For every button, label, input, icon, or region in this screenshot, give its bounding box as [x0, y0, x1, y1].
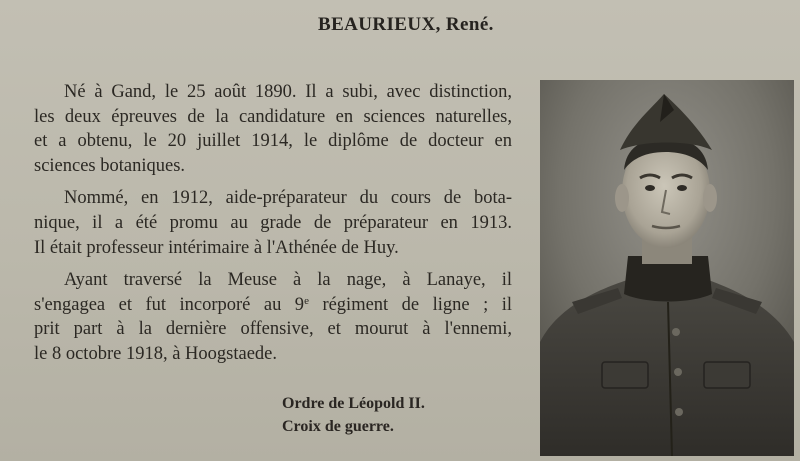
text-line: Né à Gand, le 25 août 1890. Il a subi, avec distinction,	[64, 82, 512, 102]
honor-cross: Croix de guerre.	[282, 418, 394, 435]
soldier-portrait-image	[540, 80, 794, 456]
page-title: BEAURIEUX, René.	[318, 14, 494, 35]
text-line: Ayant traversé la Meuse à la nage, à Lanaye, il	[64, 270, 512, 291]
honor-order: Ordre de Léopold II.	[282, 395, 425, 412]
honors-list	[282, 392, 425, 438]
text-line: sciences botaniques.	[34, 155, 186, 176]
text-line: prit part à la dernière offensive, et mourut à l'ennemi,	[34, 319, 512, 340]
portrait-photo	[540, 80, 794, 456]
text-line: Il était professeur intérimaire à l'Athénée de Huy.	[34, 237, 399, 258]
text-line-with-superscript	[34, 293, 512, 318]
ordinal-superscript: e	[304, 294, 309, 307]
text-line: nique, il a été promu au grade de préparateur en 1913.	[34, 212, 512, 233]
text-fragment: régiment de ligne ; il	[308, 294, 513, 315]
biography-text	[34, 80, 512, 367]
text-line: Nommé, en 1912, aide-préparateur du cours de bota-	[64, 188, 512, 209]
text-line: et a obtenu, le 20 juillet 1914, le diplôme de docteur en	[34, 131, 512, 152]
text-line: les deux épreuves de la candidature en sciences naturelles,	[34, 106, 512, 127]
text-line: le 8 octobre 1918, à Hoogstaede.	[34, 343, 277, 364]
text-fragment: s'engagea et fut incorporé au 9	[34, 294, 305, 315]
